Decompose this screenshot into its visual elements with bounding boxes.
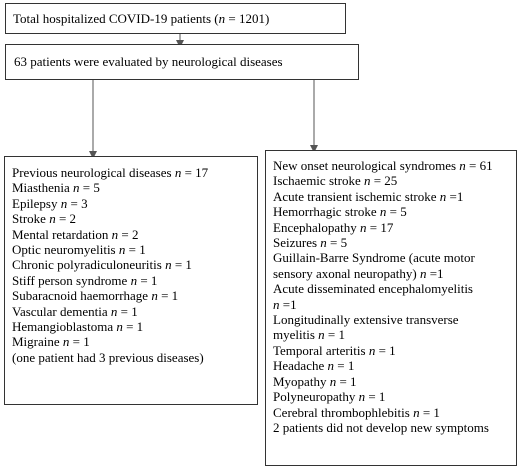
- new-onset-line: Polyneuropathy n = 1: [273, 389, 386, 405]
- new-onset-line: 2 patients did not develop new symptoms: [273, 419, 489, 435]
- new-onset-line: Encephalopathy n = 17: [273, 219, 394, 235]
- previous-diseases-line: Epilepsy n = 3: [12, 195, 88, 211]
- previous-diseases-line: Miasthenia n = 5: [12, 180, 100, 196]
- previous-diseases-line: Optic neuromyelitis n = 1: [12, 242, 146, 258]
- previous-diseases-line: Stiff person syndrome n = 1: [12, 272, 158, 288]
- previous-diseases-line: (one patient had 3 previous diseases): [12, 349, 204, 365]
- previous-diseases-box: [4, 156, 258, 405]
- previous-diseases-line: Mental retardation n = 2: [12, 226, 139, 242]
- previous-diseases-line: Subaracnoid haemorrhage n = 1: [12, 288, 179, 304]
- previous-diseases-line: Stroke n = 2: [12, 211, 77, 227]
- new-onset-line: n =1: [273, 296, 297, 312]
- new-onset-line: Seizures n = 5: [273, 235, 348, 251]
- total-patients-box: [5, 3, 346, 34]
- previous-diseases-line: Migraine n = 1: [12, 334, 90, 350]
- new-onset-line: Acute disseminated encephalomyelitis: [273, 281, 473, 297]
- total-patients-text: Total hospitalized COVID-19 patients (n = 1201): [13, 11, 270, 26]
- evaluated-patients-box: [5, 44, 359, 80]
- new-onset-line: New onset neurological syndromes n = 61: [273, 158, 493, 173]
- new-onset-line: Cerebral thrombophlebitis n = 1: [273, 404, 440, 420]
- new-onset-line: Hemorrhagic stroke n = 5: [273, 204, 407, 220]
- new-onset-line: Longitudinally extensive transverse: [273, 312, 459, 328]
- evaluated-patients-text: 63 patients were evaluated by neurological diseases: [14, 54, 283, 69]
- new-onset-line: Ischaemic stroke n = 25: [273, 173, 398, 189]
- new-onset-line: Guillain-Barre Syndrome (acute motor: [273, 250, 475, 266]
- new-onset-line: Acute transient ischemic stroke n =1: [273, 188, 464, 204]
- new-onset-line: sensory axonal neuropathy) n =1: [273, 265, 444, 281]
- new-onset-line: Temporal arteritis n = 1: [273, 342, 396, 358]
- previous-diseases-line: Vascular dementia n = 1: [12, 303, 138, 319]
- new-onset-line: Myopathy n = 1: [273, 373, 357, 389]
- previous-diseases-line: Chronic polyradiculoneuritis n = 1: [12, 257, 192, 273]
- previous-diseases-line: Hemangioblastoma n = 1: [12, 319, 144, 335]
- new-onset-line: Headache n = 1: [273, 358, 355, 374]
- new-onset-syndromes-box: [265, 150, 517, 466]
- new-onset-line: myelitis n = 1: [273, 327, 345, 343]
- previous-diseases-line: Previous neurological diseases n = 17: [12, 165, 209, 180]
